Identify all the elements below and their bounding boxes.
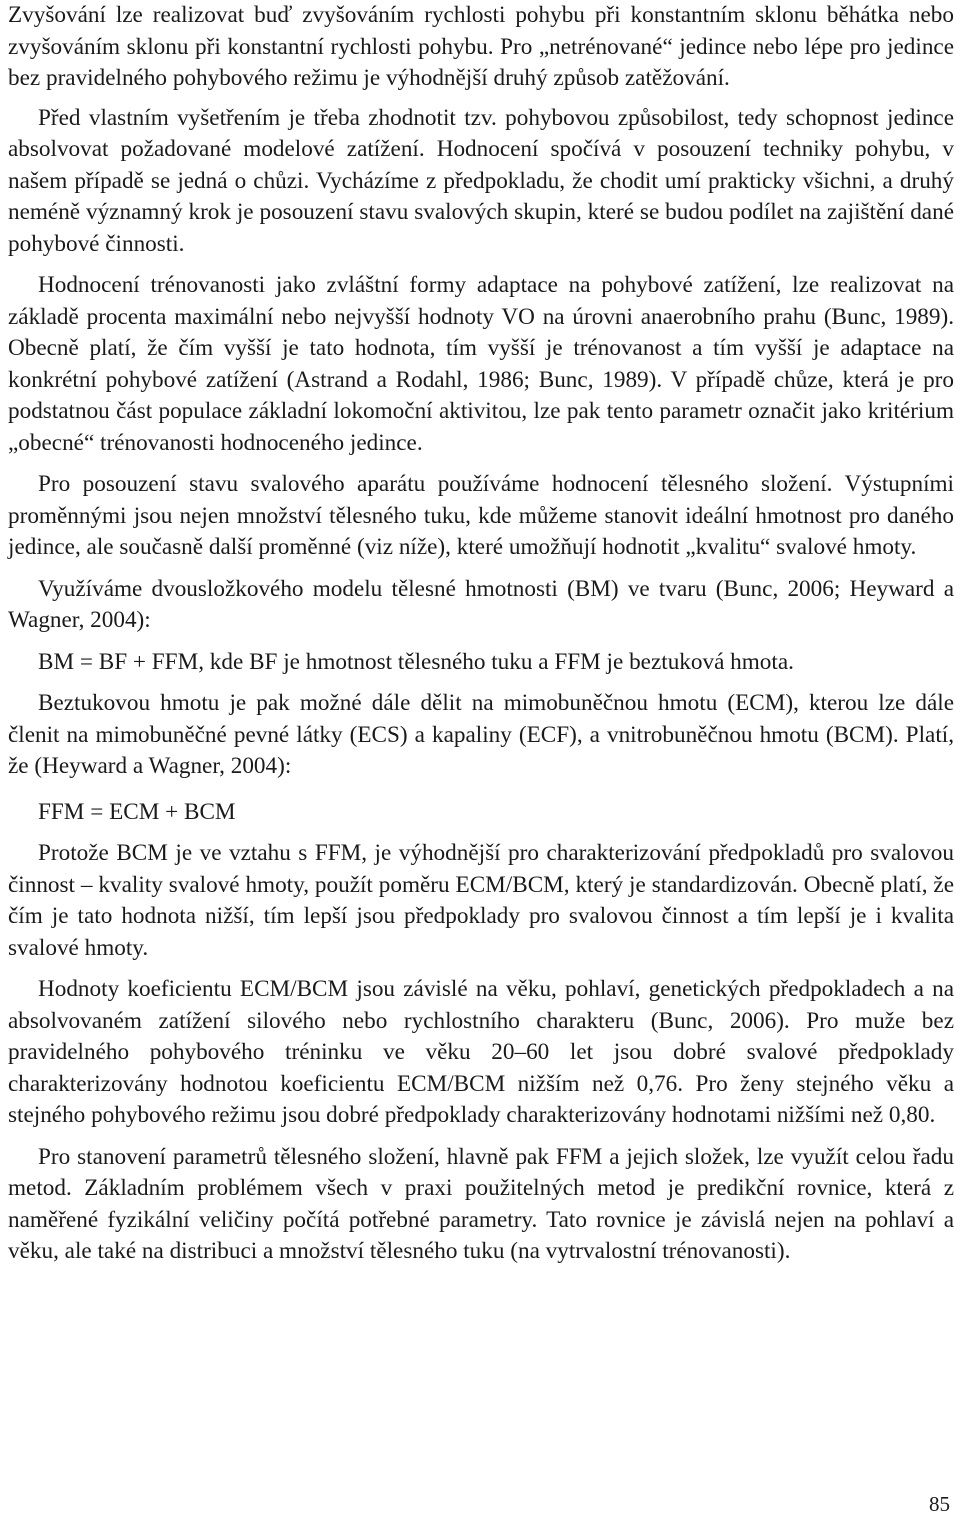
formula-ffm: FFM = ECM + BCM (38, 798, 236, 825)
paragraph-ecm-bcm-ratio: Protože BCM je ve vztahu s FFM, je výhodnější pro charakterizování předpokladů pro svalovou činnost – kvality svalové hmoty, použít poměru ECM/BCM, který je standardizován. Obecně platí, že čím je tato hodnota nižší, tím lepší jsou předpoklady pro svalovou činnost a tím lepší je i kvalita svalové hmoty. (8, 840, 954, 961)
paragraph-motor-ability: Před vlastním vyšetřením je třeba zhodnotit tzv. pohybovou způsobilost, tedy schopnost jedince absolvovat požadované modelové zatížení. Hodnocení spočívá v posouzení techniky pohybu, v našem případě se jedná o chůzi. Vycházíme z předpokladu, že chodit umí prakticky všichni, a druhý neméně významný krok je posouzení stavu svalových skupin, které se budou podílet na zajištění dané pohybové činnosti. (8, 104, 954, 257)
formula-bm: BM = BF + FFM, kde BF je hmotnost tělesného tuku a FFM je beztuková hmota. (38, 648, 794, 675)
paragraph-body-composition: Pro posouzení stavu svalového aparátu používáme hodnocení tělesného složení. Výstupními proměnnými jsou nejen množství tělesného tuku, kde můžeme stanovit ideální hmotnost pro daného jedince, ale současně další proměnné (viz níže), které umožňují hodnotit „kvalitu“ svalové hmoty. (8, 471, 954, 560)
paragraph-training-load: Zvyšování lze realizovat buď zvyšováním rychlosti pohybu při konstantním sklonu běhátka nebo zvyšováním sklonu při konstantní rychlosti pohybu. Pro „netrénované“ jedince nebo lépe pro jedince bez pravidelného pohybového režimu je výhodnější druhý způsob zatěžování. (8, 2, 954, 91)
paragraph-fitness-evaluation: Hodnocení trénovanosti jako zvláštní formy adaptace na pohybové zatížení, lze realizovat na základě procenta maximální nebo nejvyšší hodnoty VO na úrovni anaerobního prahu (Bunc, 1989). Obecně platí, že čím vyšší je tato hodnota, tím vyšší je trénovanost a tím vyšší je adaptace na konkrétní pohybové zatížení (Astrand a Rodahl, 1986; Bunc, 1989). V případě chůze, která je pro podstatnou část populace základní lokomoční aktivitou, lze pak tento parametr označit jako kritérium „obecné“ trénovanosti hodnoceného jedince. (8, 272, 954, 456)
paragraph-two-component-model: Využíváme dvousložkového modelu tělesné hmotnosti (BM) ve tvaru (Bunc, 2006; Heyward a Wagner, 2004): (8, 575, 954, 633)
paragraph-coefficient-values: Hodnoty koeficientu ECM/BCM jsou závislé na věku, pohlaví, genetických předpokladech a na absolvovaném zatížení silového nebo rychlostního charakteru (Bunc, 2006). Pro muže bez pravidelného pohybového tréninku ve věku 20–60 let jsou dobré svalové předpoklady charakterizovány hodnotou koeficientu ECM/BCM nižším než 0,76. Pro ženy stejného věku a stejného pohybového režimu jsou dobré předpoklady charakterizovány hodnotami nižšími než 0,80. (8, 976, 954, 1128)
paragraph-methods: Pro stanovení parametrů tělesného složení, hlavně pak FFM a jejich složek, lze využít celou řadu metod. Základním problémem všech v praxi použitelných metod je predikční rovnice, která z naměřené fyzikální veličiny počítá potřebné parametry. Tato rovnice je závislá nejen na pohlaví a věku, ale také na distribuci a množství tělesného tuku (na vytrvalostní trénovanosti). (8, 1143, 954, 1264)
page-body (8, 0, 954, 1268)
page-number: 85 (929, 1492, 950, 1516)
paragraph-fat-free-mass: Beztukovou hmotu je pak možné dále dělit na mimobuněčnou hmotu (ECM), kterou lze dále členit na mimobuněčné pevné látky (ECS) a kapaliny (ECF), a vnitrobuněčnou hmotu (BCM). Platí, že (Heyward a Wagner, 2004): (8, 690, 954, 779)
